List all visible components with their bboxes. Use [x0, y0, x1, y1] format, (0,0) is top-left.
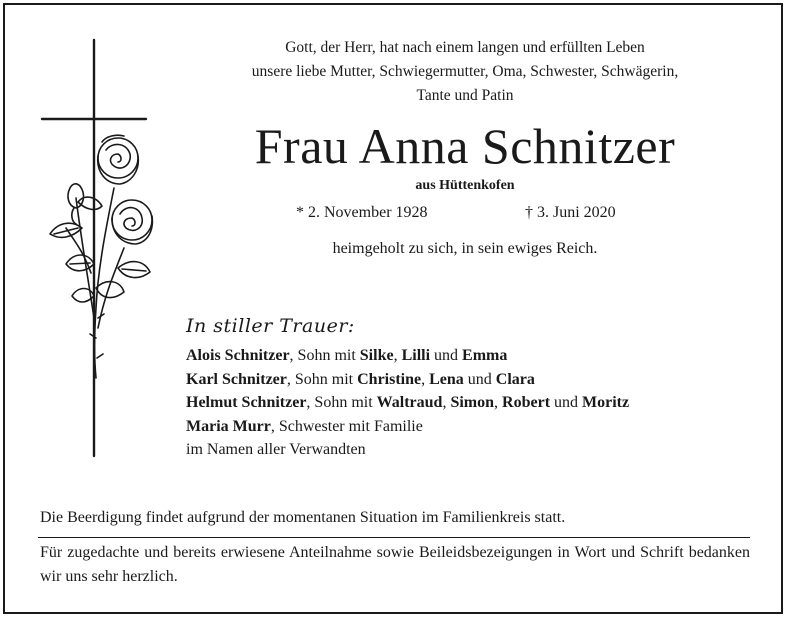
- thanks-notice: Für zugedachte und bereits erwiesene Anteilnahme sowie Beileidsbezeigungen in Wort und Schrift bedanken wir uns sehr herzlich.: [40, 544, 750, 585]
- mourner-relation: und: [550, 394, 583, 411]
- mourner-name: Silke: [359, 347, 394, 364]
- mourner-name: Simon: [450, 394, 495, 411]
- mourner-row: [186, 368, 629, 392]
- intro-line-1: Gott, der Herr, hat nach einem langen und erfüllten Leben: [285, 39, 645, 56]
- mourners-list: [186, 344, 629, 462]
- mourner-relation: und: [430, 347, 463, 364]
- mourner-name: Lena: [429, 370, 464, 388]
- mourner-name: Christine: [357, 370, 422, 388]
- mourner-row: [186, 344, 629, 368]
- mourner-relation: , Sohn mit: [286, 370, 358, 388]
- funeral-notice: Die Beerdigung findet aufgrund der momentanen Situation im Familienkreis statt.: [40, 509, 566, 526]
- intro-line-2: unsere liebe Mutter, Schwiegermutter, Oma, Schwester, Schwägerin,: [251, 63, 679, 80]
- mourner-name: Karl Schnitzer: [186, 370, 287, 388]
- mourner-relation: ,: [494, 394, 503, 411]
- mourner-name: Moritz: [582, 394, 630, 411]
- mourner-relation: , Sohn mit: [289, 347, 360, 364]
- divider-line: [38, 537, 750, 538]
- mourner-relation: und: [463, 370, 496, 388]
- mourner-name: Robert: [502, 394, 551, 411]
- mourner-relation: , Schwester mit Familie: [270, 417, 423, 435]
- mourner-row: [186, 415, 629, 439]
- mourner-name: Maria Murr: [186, 417, 271, 435]
- mourner-row: [186, 438, 629, 462]
- homecalled-phrase: heimgeholt zu sich, in sein ewiges Reich.: [332, 240, 598, 257]
- mourner-relation: ,: [393, 347, 402, 364]
- mourner-name: Emma: [462, 347, 508, 364]
- birth-date: * 2. November 1928: [296, 204, 428, 221]
- mourner-name: Clara: [495, 370, 535, 388]
- mourner-relation: ,: [421, 370, 430, 388]
- mourner-name: Alois Schnitzer: [186, 347, 290, 364]
- deceased-name: Frau Anna Schnitzer: [254, 118, 676, 174]
- mourner-relation: ,: [442, 394, 451, 411]
- death-date: † 3. Juni 2020: [525, 204, 616, 221]
- mourner-name: Waltraud: [376, 394, 443, 411]
- mourner-name: Lilli: [401, 347, 431, 364]
- mourner-relation: im Namen aller Verwandten: [186, 441, 366, 458]
- deceased-origin: aus Hüttenkofen: [415, 178, 515, 193]
- mourner-row: [186, 391, 629, 415]
- cross-with-roses-icon: [36, 38, 166, 458]
- mourner-relation: , Sohn mit: [306, 394, 377, 411]
- mourning-heading: In stiller Trauer:: [186, 315, 355, 337]
- intro-text: [180, 36, 750, 108]
- mourner-name: Helmut Schnitzer: [186, 394, 307, 411]
- intro-line-3: Tante und Patin: [416, 87, 514, 104]
